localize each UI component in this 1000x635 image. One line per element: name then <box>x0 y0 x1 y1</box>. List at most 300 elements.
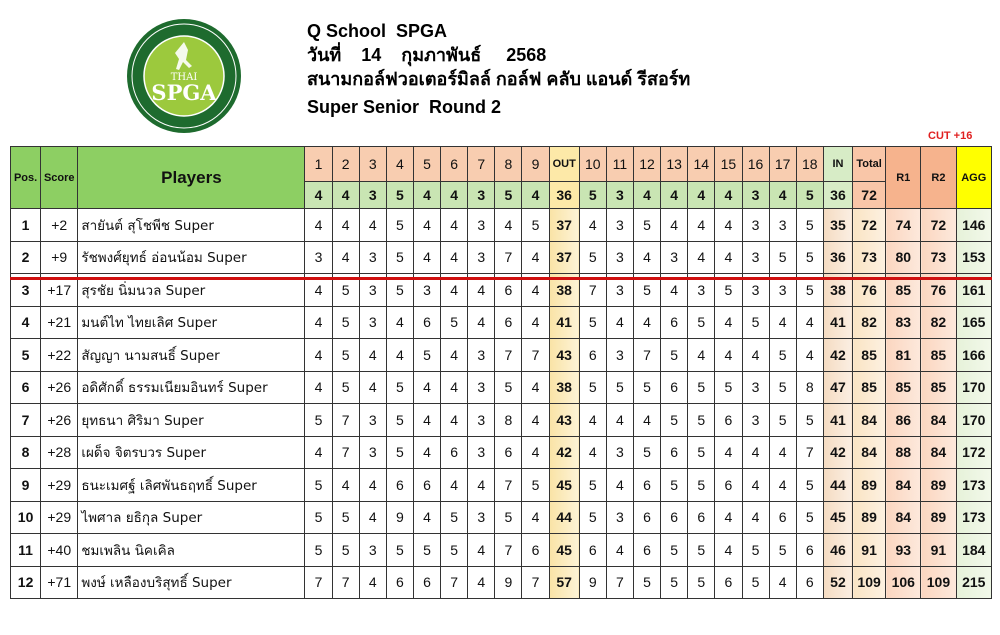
hole-score: 5 <box>661 404 688 437</box>
hole-score: 36 <box>823 241 852 274</box>
hole-score: 6 <box>579 534 606 567</box>
hole-score: 8 <box>495 404 522 437</box>
score-cell: +29 <box>41 469 78 502</box>
position-cell: 4 <box>11 306 41 339</box>
hole-score: 5 <box>688 436 715 469</box>
hole-score: 7 <box>522 339 549 372</box>
hole-score: 6 <box>386 469 413 502</box>
hole-score: 45 <box>549 534 579 567</box>
player-row <box>11 306 992 339</box>
hole-score: 4 <box>468 566 495 599</box>
position-cell: 6 <box>11 371 41 404</box>
hole-score: 84 <box>853 436 886 469</box>
hole-score: 6 <box>796 566 823 599</box>
hole-score: 4 <box>796 339 823 372</box>
score-cell: +29 <box>41 501 78 534</box>
player-name: ยุทธนา ศิริมา Super <box>78 404 305 437</box>
hole-score: 3 <box>742 404 769 437</box>
hole-score: 5 <box>441 501 468 534</box>
hole-score: 7 <box>495 469 522 502</box>
hole-score: 4 <box>305 306 332 339</box>
player-row <box>11 469 992 502</box>
score-cell: +9 <box>41 241 78 274</box>
agg-score: 173 <box>956 469 991 502</box>
hole-score: 5 <box>715 371 742 404</box>
hole-score: 4 <box>332 469 359 502</box>
r2-score: 89 <box>921 469 956 502</box>
hole-header: 10 <box>579 147 606 182</box>
r1-score: 85 <box>886 371 921 404</box>
hole-score: 4 <box>468 469 495 502</box>
score-cell: +22 <box>41 339 78 372</box>
position-cell: 1 <box>11 209 41 242</box>
par-cell: 36 <box>823 182 852 209</box>
hole-score: 5 <box>579 469 606 502</box>
hole-header: 14 <box>688 147 715 182</box>
hole-score: 4 <box>742 339 769 372</box>
hole-score: 3 <box>606 209 633 242</box>
hole-score: 3 <box>606 436 633 469</box>
player-row <box>11 371 992 404</box>
hole-score: 7 <box>495 534 522 567</box>
par-cell: 4 <box>661 182 688 209</box>
hole-score: 3 <box>606 501 633 534</box>
hole-score: 5 <box>386 274 413 307</box>
hole-score: 4 <box>305 371 332 404</box>
par-cell: 4 <box>715 182 742 209</box>
cut-line <box>10 277 992 280</box>
position-cell: 12 <box>11 566 41 599</box>
hole-score: 4 <box>769 469 796 502</box>
player-row <box>11 534 992 567</box>
hole-score: 35 <box>823 209 852 242</box>
hole-score: 4 <box>579 209 606 242</box>
hole-score: 41 <box>549 306 579 339</box>
hole-score: 4 <box>522 436 549 469</box>
r2-header: R2 <box>921 147 956 209</box>
r1-score: 84 <box>886 501 921 534</box>
hole-score: 6 <box>634 501 661 534</box>
hole-score: 4 <box>715 501 742 534</box>
hole-score: 5 <box>769 339 796 372</box>
par-cell: 5 <box>796 182 823 209</box>
hole-score: 3 <box>661 241 688 274</box>
hole-header: 11 <box>606 147 633 182</box>
player-name: เผด็จ จิตรบวร Super <box>78 436 305 469</box>
hole-score: 5 <box>796 404 823 437</box>
hole-score: 5 <box>522 209 549 242</box>
hole-score: 4 <box>413 371 440 404</box>
par-cell: 4 <box>769 182 796 209</box>
score-cell: +26 <box>41 404 78 437</box>
hole-score: 4 <box>661 209 688 242</box>
hole-score: 4 <box>413 501 440 534</box>
hole-score: 3 <box>468 501 495 534</box>
hole-score: 4 <box>441 209 468 242</box>
hole-score: 4 <box>386 339 413 372</box>
hole-score: 84 <box>853 404 886 437</box>
par-cell: 4 <box>332 182 359 209</box>
hole-score: 6 <box>688 501 715 534</box>
position-cell: 8 <box>11 436 41 469</box>
hole-score: 38 <box>549 371 579 404</box>
hole-score: 4 <box>579 404 606 437</box>
hole-score: 42 <box>549 436 579 469</box>
agg-score: 184 <box>956 534 991 567</box>
hole-score: 5 <box>661 534 688 567</box>
hole-score: 7 <box>495 339 522 372</box>
score-cell: +21 <box>41 306 78 339</box>
hole-score: 5 <box>332 501 359 534</box>
hole-score: 5 <box>386 404 413 437</box>
hole-score: 43 <box>549 339 579 372</box>
r2-score: 89 <box>921 501 956 534</box>
hole-score: 7 <box>332 436 359 469</box>
hole-header: 8 <box>495 147 522 182</box>
hole-score: 3 <box>359 436 386 469</box>
hole-score: 4 <box>522 274 549 307</box>
player-name: พงษ์ เหลืองบริสุทธิ์ Super <box>78 566 305 599</box>
hole-score: 9 <box>386 501 413 534</box>
hole-score: 6 <box>715 469 742 502</box>
player-row <box>11 241 992 274</box>
hole-score: 85 <box>853 371 886 404</box>
hole-score: 4 <box>606 404 633 437</box>
hole-score: 3 <box>606 241 633 274</box>
hole-score: 5 <box>495 501 522 534</box>
hole-score: 7 <box>495 241 522 274</box>
agg-score: 172 <box>956 436 991 469</box>
r2-score: 91 <box>921 534 956 567</box>
agg-header: AGG <box>956 147 991 209</box>
position-cell: 11 <box>11 534 41 567</box>
svg-text:SPGA: SPGA <box>151 80 217 105</box>
hole-score: 4 <box>606 469 633 502</box>
hole-score: 4 <box>386 306 413 339</box>
hole-score: 7 <box>796 436 823 469</box>
hole-score: 3 <box>742 371 769 404</box>
hole-score: 5 <box>441 306 468 339</box>
agg-score: 166 <box>956 339 991 372</box>
hole-score: 4 <box>359 371 386 404</box>
hole-score: 5 <box>796 241 823 274</box>
hole-score: 4 <box>413 241 440 274</box>
hole-score: 5 <box>332 339 359 372</box>
hole-score: 5 <box>495 371 522 404</box>
position-cell: 10 <box>11 501 41 534</box>
hole-score: 44 <box>823 469 852 502</box>
hole-score: 5 <box>413 339 440 372</box>
hole-score: 3 <box>468 209 495 242</box>
hole-score: 4 <box>468 306 495 339</box>
hole-score: 3 <box>742 274 769 307</box>
r2-score: 76 <box>921 274 956 307</box>
player-name: สายันต์ สุโชพีช Super <box>78 209 305 242</box>
hole-header: 4 <box>386 147 413 182</box>
par-cell: 3 <box>468 182 495 209</box>
hole-score: 91 <box>853 534 886 567</box>
hole-score: 5 <box>715 274 742 307</box>
hole-score: 5 <box>305 469 332 502</box>
player-name: รัชพงศ์ยุทธ์ อ่อนน้อม Super <box>78 241 305 274</box>
hole-score: 3 <box>468 371 495 404</box>
hole-score: 5 <box>579 306 606 339</box>
position-cell: 5 <box>11 339 41 372</box>
par-cell: 4 <box>688 182 715 209</box>
player-name: ธนะเมศฐ์ เลิศพันธฤทธิ์ Super <box>78 469 305 502</box>
score-cell: +28 <box>41 436 78 469</box>
hole-score: 4 <box>359 566 386 599</box>
hole-header: 7 <box>468 147 495 182</box>
hole-score: 5 <box>796 501 823 534</box>
hole-score: 4 <box>441 404 468 437</box>
hole-score: 5 <box>688 306 715 339</box>
par-cell: 4 <box>522 182 549 209</box>
hole-score: 4 <box>769 306 796 339</box>
hole-score: 43 <box>549 404 579 437</box>
agg-score: 170 <box>956 404 991 437</box>
hole-score: 4 <box>688 241 715 274</box>
hole-score: 4 <box>715 209 742 242</box>
agg-score: 146 <box>956 209 991 242</box>
hole-score: 5 <box>769 534 796 567</box>
hole-score: 4 <box>796 306 823 339</box>
hole-score: 5 <box>796 274 823 307</box>
hole-score: 4 <box>441 469 468 502</box>
hole-score: 3 <box>606 274 633 307</box>
player-row <box>11 404 992 437</box>
hole-score: 5 <box>332 371 359 404</box>
hole-score: 5 <box>305 501 332 534</box>
hole-score: 5 <box>332 274 359 307</box>
hole-score: 52 <box>823 566 852 599</box>
hole-score: 109 <box>853 566 886 599</box>
par-cell: 72 <box>853 182 886 209</box>
hole-score: 5 <box>688 566 715 599</box>
hole-score: 7 <box>332 404 359 437</box>
hole-score: 4 <box>332 209 359 242</box>
hole-header: 17 <box>769 147 796 182</box>
hole-score: 5 <box>305 404 332 437</box>
par-cell: 3 <box>359 182 386 209</box>
header-row <box>11 147 992 182</box>
hole-score: 5 <box>661 566 688 599</box>
hole-score: 5 <box>634 274 661 307</box>
hole-score: 5 <box>386 209 413 242</box>
hole-score: 4 <box>634 306 661 339</box>
hole-score: 85 <box>853 339 886 372</box>
hole-score: 4 <box>305 436 332 469</box>
par-cell: 4 <box>305 182 332 209</box>
par-cell: 5 <box>579 182 606 209</box>
hole-score: 5 <box>386 436 413 469</box>
hole-score: 5 <box>661 469 688 502</box>
hole-score: 6 <box>413 306 440 339</box>
hole-score: 5 <box>579 501 606 534</box>
hole-score: 5 <box>634 371 661 404</box>
hole-header: 13 <box>661 147 688 182</box>
hole-score: 6 <box>661 306 688 339</box>
hole-score: 5 <box>742 534 769 567</box>
player-row <box>11 566 992 599</box>
position-cell: 9 <box>11 469 41 502</box>
hole-score: 5 <box>305 534 332 567</box>
hole-score: 4 <box>715 436 742 469</box>
hole-score: 4 <box>522 306 549 339</box>
r1-score: 83 <box>886 306 921 339</box>
hole-score: 5 <box>579 241 606 274</box>
hole-score: 42 <box>823 436 852 469</box>
hole-score: 4 <box>441 241 468 274</box>
player-name: อดิศักดิ์ ธรรมเนียมอินทร์ Super <box>78 371 305 404</box>
hole-score: 5 <box>769 241 796 274</box>
hole-score: 3 <box>742 209 769 242</box>
par-cell: 3 <box>742 182 769 209</box>
hole-score: 4 <box>522 501 549 534</box>
hole-score: 3 <box>742 241 769 274</box>
hole-header: IN <box>823 147 852 182</box>
hole-score: 9 <box>495 566 522 599</box>
hole-score: 5 <box>688 469 715 502</box>
player-row <box>11 436 992 469</box>
r1-score: 74 <box>886 209 921 242</box>
hole-score: 5 <box>769 371 796 404</box>
hole-score: 47 <box>823 371 852 404</box>
hole-score: 7 <box>579 274 606 307</box>
par-cell: 5 <box>386 182 413 209</box>
par-cell: 3 <box>606 182 633 209</box>
hole-score: 4 <box>359 209 386 242</box>
hole-score: 6 <box>715 566 742 599</box>
par-cell: 4 <box>441 182 468 209</box>
hole-score: 3 <box>359 404 386 437</box>
hole-score: 4 <box>715 339 742 372</box>
hole-score: 4 <box>742 501 769 534</box>
hole-score: 46 <box>823 534 852 567</box>
hole-score: 6 <box>413 469 440 502</box>
r1-score: 93 <box>886 534 921 567</box>
hole-score: 7 <box>332 566 359 599</box>
hole-score: 37 <box>549 241 579 274</box>
hole-header: OUT <box>549 147 579 182</box>
hole-score: 4 <box>606 306 633 339</box>
hole-score: 4 <box>522 371 549 404</box>
par-cell: 4 <box>634 182 661 209</box>
hole-score: 4 <box>468 274 495 307</box>
hole-score: 5 <box>386 534 413 567</box>
r1-score: 106 <box>886 566 921 599</box>
hole-score: 6 <box>634 534 661 567</box>
hole-score: 6 <box>715 404 742 437</box>
hole-score: 7 <box>305 566 332 599</box>
r1-score: 80 <box>886 241 921 274</box>
r1-score: 84 <box>886 469 921 502</box>
hole-score: 4 <box>579 436 606 469</box>
hole-score: 3 <box>468 436 495 469</box>
hole-score: 41 <box>823 404 852 437</box>
hole-score: 3 <box>359 306 386 339</box>
hole-score: 5 <box>769 404 796 437</box>
hole-score: 82 <box>853 306 886 339</box>
hole-score: 4 <box>522 404 549 437</box>
agg-score: 161 <box>956 274 991 307</box>
hole-header: Total <box>853 147 886 182</box>
hole-score: 4 <box>359 469 386 502</box>
agg-score: 153 <box>956 241 991 274</box>
hole-header: 5 <box>413 147 440 182</box>
hole-score: 4 <box>715 534 742 567</box>
hole-score: 4 <box>769 436 796 469</box>
hole-score: 4 <box>305 274 332 307</box>
hole-score: 6 <box>769 501 796 534</box>
hole-score: 4 <box>634 241 661 274</box>
hole-score: 41 <box>823 306 852 339</box>
score-cell: +40 <box>41 534 78 567</box>
hole-score: 5 <box>688 404 715 437</box>
hole-score: 6 <box>796 534 823 567</box>
hole-score: 5 <box>441 534 468 567</box>
hole-score: 73 <box>853 241 886 274</box>
hole-score: 5 <box>386 241 413 274</box>
hole-score: 5 <box>579 371 606 404</box>
hole-score: 3 <box>769 274 796 307</box>
par-cell: 5 <box>495 182 522 209</box>
player-name: ไพศาล ยธิกุล Super <box>78 501 305 534</box>
player-row <box>11 501 992 534</box>
agg-score: 165 <box>956 306 991 339</box>
hole-score: 4 <box>742 469 769 502</box>
hole-score: 44 <box>549 501 579 534</box>
hole-header: 9 <box>522 147 549 182</box>
hole-score: 4 <box>332 241 359 274</box>
hole-header: 12 <box>634 147 661 182</box>
hole-score: 89 <box>853 469 886 502</box>
hole-score: 4 <box>413 209 440 242</box>
hole-score: 38 <box>823 274 852 307</box>
hole-score: 3 <box>359 241 386 274</box>
hole-score: 5 <box>796 209 823 242</box>
hole-score: 7 <box>522 566 549 599</box>
hole-score: 6 <box>661 371 688 404</box>
score-cell: +71 <box>41 566 78 599</box>
pos-header: Pos. <box>11 147 41 209</box>
event-title: Q School SPGA <box>307 21 448 41</box>
hole-score: 76 <box>853 274 886 307</box>
player-name: ชมเพลิน นิคเคิล <box>78 534 305 567</box>
player-row <box>11 209 992 242</box>
hole-score: 6 <box>579 339 606 372</box>
cut-label: CUT +16 <box>928 130 973 142</box>
r2-score: 73 <box>921 241 956 274</box>
hole-score: 4 <box>742 436 769 469</box>
r1-header: R1 <box>886 147 921 209</box>
hole-header: 1 <box>305 147 332 182</box>
r1-score: 88 <box>886 436 921 469</box>
r2-score: 84 <box>921 404 956 437</box>
agg-score: 215 <box>956 566 991 599</box>
r1-score: 85 <box>886 274 921 307</box>
hole-score: 4 <box>305 339 332 372</box>
hole-score: 3 <box>305 241 332 274</box>
hole-score: 9 <box>579 566 606 599</box>
scoreboard-table <box>10 146 992 599</box>
division-round: Super Senior Round 2 <box>307 97 502 117</box>
par-cell: 36 <box>549 182 579 209</box>
position-cell: 3 <box>11 274 41 307</box>
hole-score: 37 <box>549 209 579 242</box>
hole-score: 3 <box>769 209 796 242</box>
hole-score: 5 <box>386 371 413 404</box>
